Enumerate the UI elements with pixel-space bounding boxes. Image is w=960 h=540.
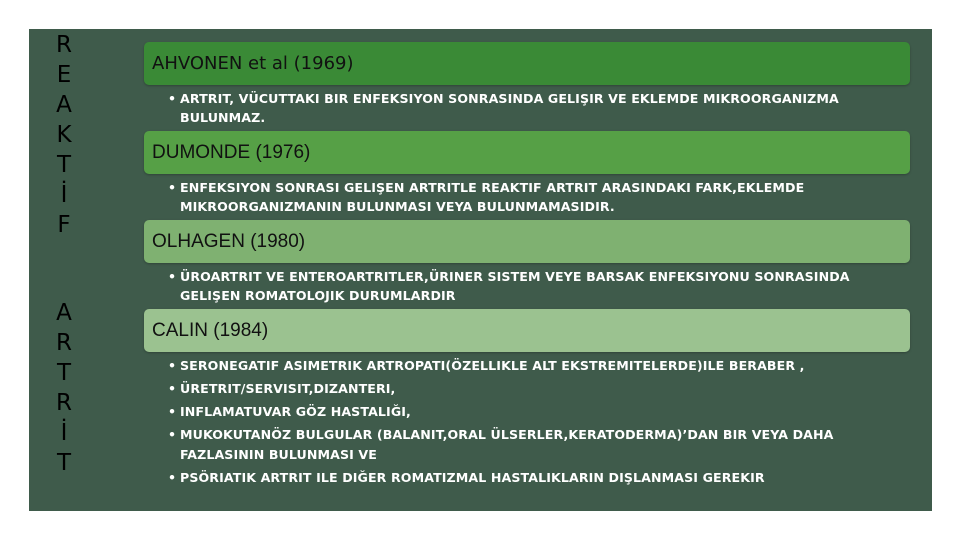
vertical-title-word-2 [48,298,80,478]
section-bullets-dumonde [168,178,888,216]
section-heading-text: AHVONEN et al (1969) [152,53,354,74]
title-letter: T [56,360,72,386]
bullet-item: • PSÖRIATIK ARTRIT ILE DIĞER ROMATIZMAL HASTALIKLARIN DIŞLANMASI GEREKIR [168,468,888,488]
title-letter: R [56,32,72,58]
bullet-item: • SERONEGATIF ASIMETRIK ARTROPATI(ÖZELLIKLE ALT EKSTREMITELERDE)ILE BERABER , [168,356,888,376]
bullet-item: • INFLAMATUVAR GÖZ HASTALIĞI, [168,402,888,422]
title-letter: K [56,122,72,148]
title-letter: T [56,152,72,178]
title-letter: R [56,390,72,416]
vertical-title-word-1 [48,30,80,240]
title-letter: F [57,212,71,238]
section-bullets-ahvonen [168,89,888,127]
section-bullets-calin [168,356,888,488]
section-heading-text: CALIN (1984) [152,319,269,341]
title-letter: E [56,62,72,88]
title-letter: A [56,300,72,326]
section-heading-calin [144,309,910,352]
title-letter: İ [60,420,68,446]
section-heading-dumonde [144,131,910,174]
bullet-item: • ÜROARTRIT VE ENTEROARTRITLER,ÜRINER SISTEM VEYE BARSAK ENFEKSIYONU SONRASINDA GELIŞEN ROMATOLOJIK DURUMLARDIR [168,267,888,305]
title-letter: T [56,450,72,476]
section-heading-text: OLHAGEN (1980) [152,230,306,252]
bullet-item: • MUKOKUTANÖZ BULGULAR (BALANIT,ORAL ÜLSERLER,KERATODERMA)’DAN BIR VEYA DAHA FAZLASININ BULUNMASI VE [168,425,888,465]
section-heading-text: DUMONDE (1976) [152,141,311,163]
section-heading-ahvonen [144,42,910,85]
bullet-item: • ARTRIT, VÜCUTTAKI BIR ENFEKSIYON SONRASINDA GELIŞIR VE EKLEMDE MIKROORGANIZMA BULUNMAZ. [168,89,888,127]
title-letter: R [56,330,72,356]
title-letter: İ [60,182,68,208]
bullet-item: • ÜRETRIT/SERVISIT,DIZANTERI, [168,379,888,399]
section-bullets-olhagen [168,267,888,305]
section-heading-olhagen [144,220,910,263]
title-letter: A [56,92,72,118]
bullet-item: • ENFEKSIYON SONRASI GELIŞEN ARTRITLE REAKTIF ARTRIT ARASINDAKI FARK,EKLEMDE MIKROORGANIZMANIN BULUNMASI VEYA BULUNMAMASIDIR. [168,178,888,216]
